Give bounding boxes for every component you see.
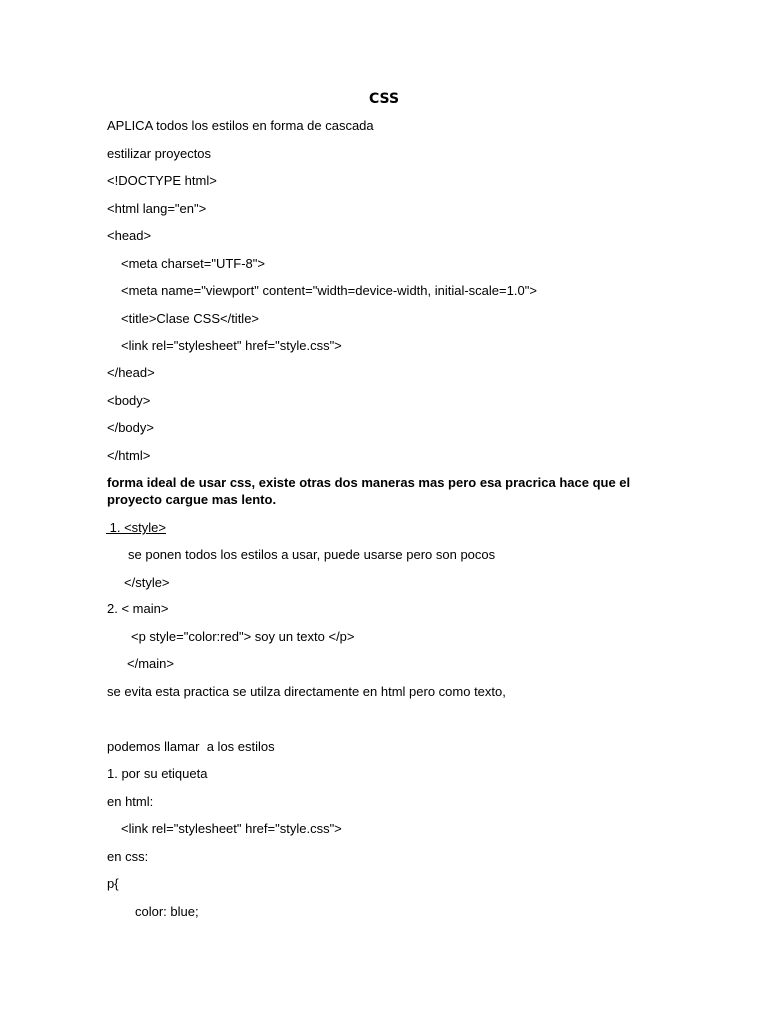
code-line: <p style="color:red"> soy un texto </p> — [131, 629, 355, 644]
text-line: en css: — [107, 849, 149, 864]
text-line: podemos llamar a los estilos — [107, 739, 275, 754]
text-line: en html: — [107, 794, 154, 809]
code-line: <link rel="stylesheet" href="style.css"> — [121, 338, 342, 353]
list-item-heading: 1. <style> — [106, 520, 166, 535]
code-line: <html lang="en"> — [107, 201, 207, 216]
text-line: APLICA todos los estilos en forma de cascada — [107, 118, 374, 133]
code-line: </html> — [107, 448, 151, 463]
code-line: <meta name="viewport" content="width=device-width, initial-scale=1.0"> — [121, 283, 537, 298]
code-line: </main> — [127, 656, 174, 671]
list-item-heading: 1. por su etiqueta — [107, 766, 208, 781]
code-line: <body> — [107, 393, 151, 408]
code-line: </style> — [124, 575, 170, 590]
code-line: <meta charset="UTF-8"> — [121, 256, 265, 271]
code-line: <title>Clase CSS</title> — [121, 311, 260, 326]
text-line: se ponen todos los estilos a usar, puede usarse pero son pocos — [128, 547, 496, 562]
code-line: </body> — [107, 420, 154, 435]
text-line: estilizar proyectos — [107, 146, 212, 161]
document-title: CSS — [368, 91, 400, 107]
text-line: se evita esta practica se utilza directamente en html pero como texto, — [107, 684, 506, 699]
code-line: <head> — [107, 228, 152, 243]
bold-note: forma ideal de usar css, existe otras dos maneras mas pero esa pracrica hace que el proyecto cargue mas lento. — [107, 475, 631, 507]
code-line: color: blue; — [135, 904, 199, 919]
list-item-heading: 2. < main> — [107, 601, 169, 616]
code-line: </head> — [107, 365, 155, 380]
code-line: <!DOCTYPE html> — [107, 173, 217, 188]
code-line: <link rel="stylesheet" href="style.css"> — [121, 821, 342, 836]
code-line: p{ — [107, 876, 119, 891]
